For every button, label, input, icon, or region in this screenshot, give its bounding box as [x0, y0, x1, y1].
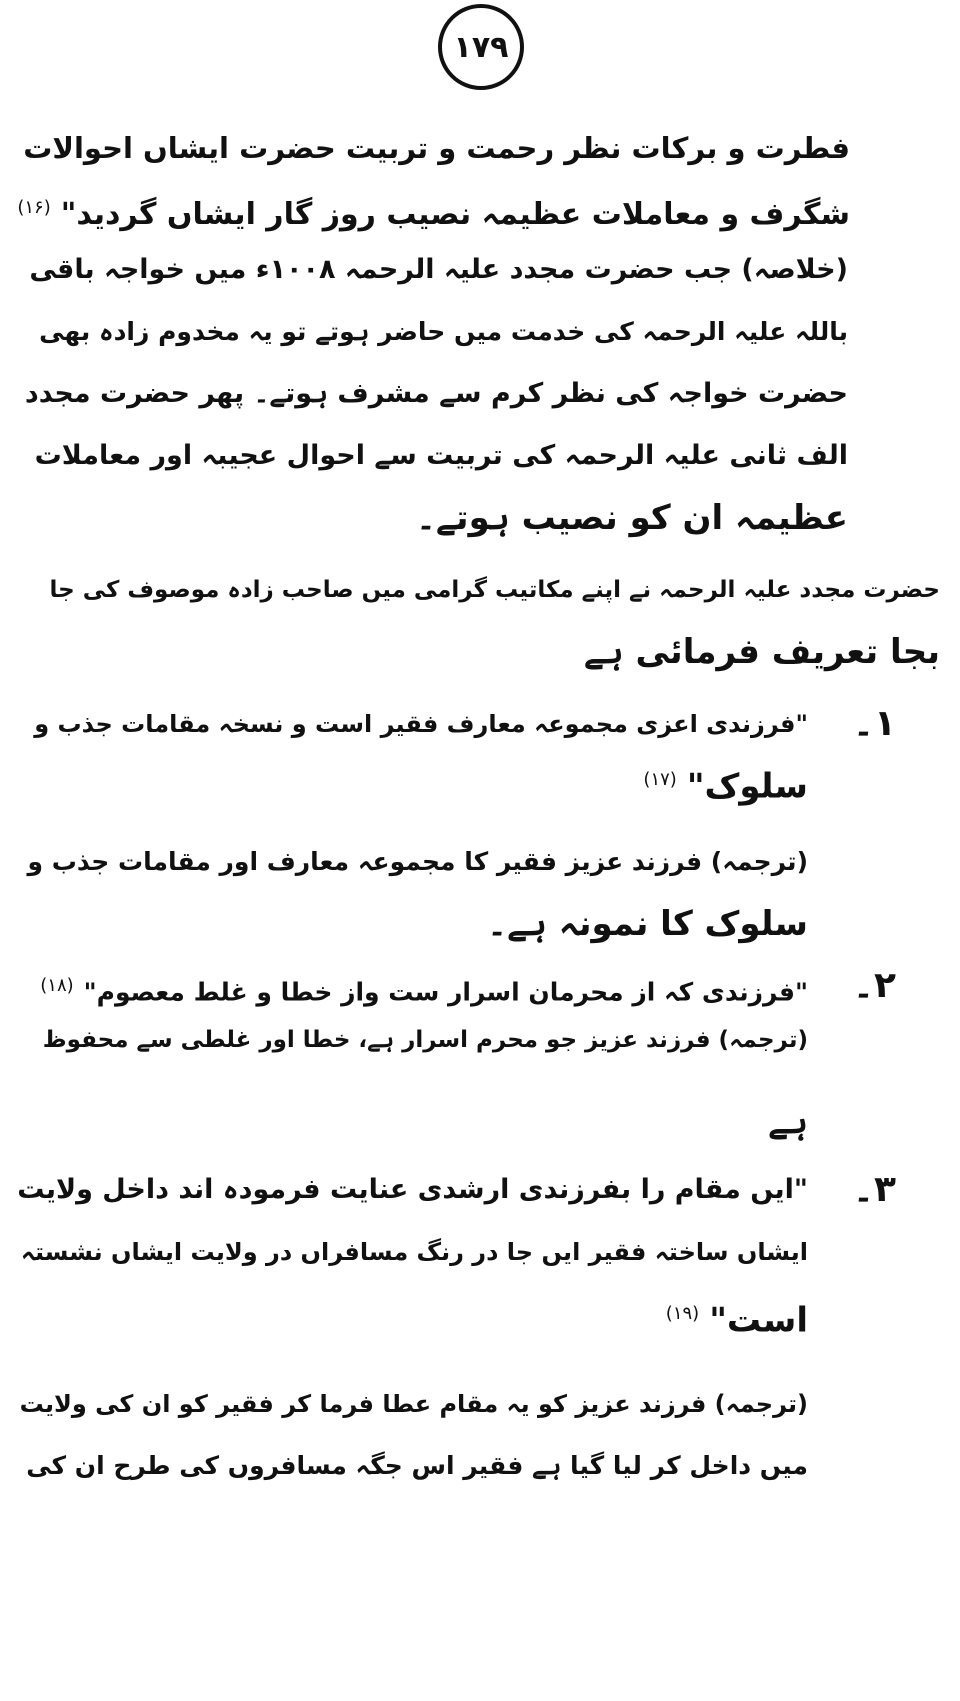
text-line: (خلاصہ) جب حضرت مجدد علیہ الرحمہ ۱۰۰۸ء میں خواجہ باقی: [29, 254, 848, 285]
text-line: عظیمہ ان کو نصیب ہوتے۔: [415, 498, 848, 538]
text-line: ہے: [768, 1102, 808, 1142]
text-line: (ترجمہ) فرزند عزیز فقیر کا مجموعہ معارف اور مقامات جذب و: [27, 847, 808, 876]
text-line: (ترجمہ) فرزند عزیز کو یہ مقام عطا فرما کر فقیر کو ان کی ولایت: [19, 1390, 808, 1418]
text-line: [666, 1284, 808, 1350]
text-span: شگرف و معاملات عظیمہ نصیب روز گار ایشاں گردید": [60, 197, 850, 232]
text-line: (ترجمہ) فرزند عزیز جو محرم اسرار ہے، خطا اور غلطی سے محفوظ: [42, 1027, 808, 1053]
text-line: فطرت و برکات نظر رحمت و تربیت حضرت ایشاں احوالات: [23, 131, 850, 165]
footnote-ref: (۱۶): [17, 197, 51, 218]
text-line: حضرت خواجہ کی نظر کرم سے مشرف ہوتے۔ پھر حضرت مجدد: [24, 378, 848, 409]
text-line: ایشاں ساختہ فقیر ایں جا در رنگ مسافراں در ولایت ایشاں نشستہ: [20, 1238, 808, 1266]
text-line: [17, 178, 850, 245]
item-number: ۱۔: [852, 703, 896, 744]
text-line: الف ثانی علیہ الرحمہ کی تربیت سے احوال عجیبہ اور معاملات: [34, 440, 848, 471]
text-line: "ایں مقام را بفرزندی ارشدی عنایت فرمودہ اند داخل ولایت: [17, 1174, 808, 1205]
text-line: باللہ علیہ الرحمہ کی خدمت میں حاضر ہوتے تو یہ مخدوم زادہ بھی: [39, 317, 848, 346]
text-span: "فرزندی کہ از محرمان اسرار ست واز خطا و غلط معصوم": [83, 977, 808, 1007]
text-line: میں داخل کر لیا گیا ہے فقیر اس جگہ مسافروں کی طرح ان کی: [26, 1451, 808, 1480]
text-line: حضرت مجدد علیہ الرحمہ نے اپنے مکاتیب گرامی میں صاحب زادہ موصوف کی جا: [49, 577, 940, 603]
text-line: "فرزندی اعزی مجموعہ معارف فقیر است و نسخہ مقامات جذب و: [34, 710, 808, 738]
footnote-ref: (۱۸): [40, 975, 74, 996]
text-span: است": [709, 1300, 808, 1341]
item-number: ۲۔: [852, 965, 896, 1006]
page-number: ۱۷۹: [438, 4, 524, 90]
footnote-ref: (۱۹): [665, 1303, 700, 1324]
footnote-ref: (۱۷): [643, 769, 677, 790]
text-line: بجا تعریف فرمائی ہے: [583, 632, 940, 672]
text-line: سلوک کا نمونہ ہے۔: [487, 904, 808, 944]
item-number: ۳۔: [852, 1169, 896, 1210]
text-line: [643, 750, 808, 816]
text-span: سلوک": [686, 766, 808, 807]
